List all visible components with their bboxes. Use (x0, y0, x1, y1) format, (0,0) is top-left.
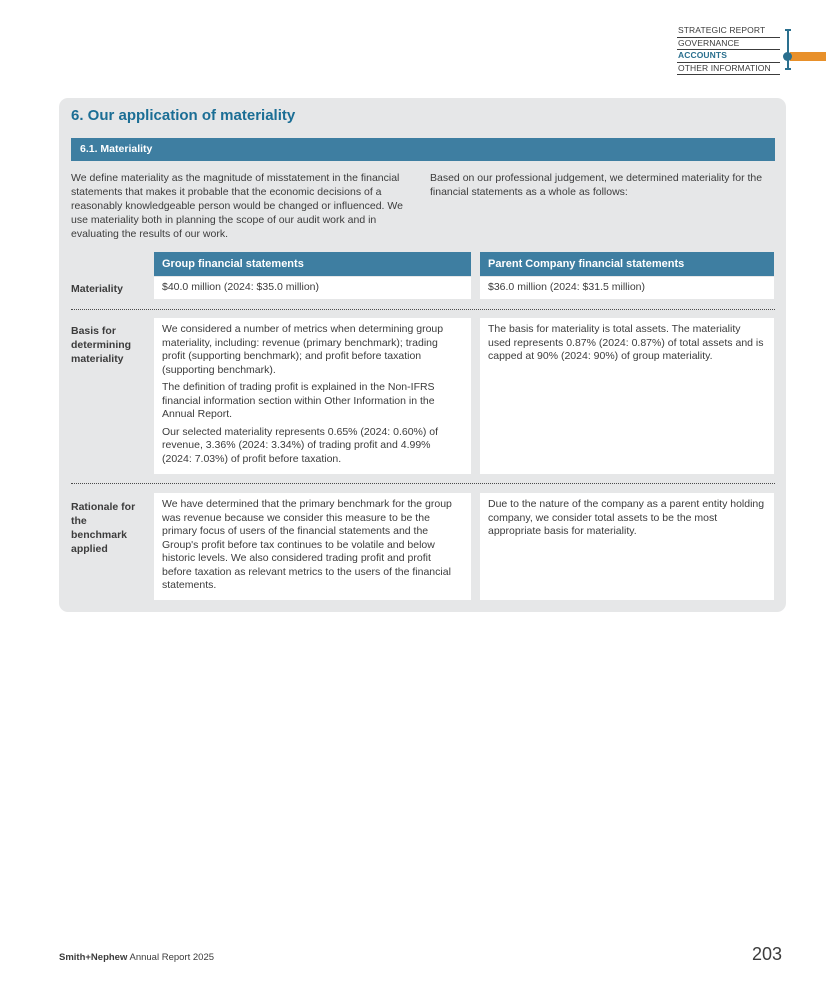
cell-text: The definition of trading profit is explained in the Non-IFRS financial information section within Other Information in the Annual Report. (162, 381, 435, 420)
cell-text: The basis for materiality is total assets. The materiality used represents 0.87% (2024: 0.87%) of total assets and is capped at 90% (2024: 90%) of group materiality. (488, 323, 764, 362)
cell-text: $36.0 million (2024: $31.5 million) (488, 281, 646, 293)
row-label-basis: Basis for determining materiality (71, 325, 132, 365)
cell-text: We have determined that the primary benchmark for the group was revenue because we consider this measure to be the primary focus of users of the financial statements and the Group's profit before tax continues to be volatile and below historic levels. We also considered trading profit and profit before taxation as relevant metrics to the users of the financial statements. (162, 498, 452, 591)
nav-active-dot (783, 52, 792, 61)
intro-definition: We define materiality as the magnitude of misstatement in the financial statements that makes it probable that the economic decisions of a reasonably knowledgeable person would be changed or influenced. We use materiality both in planning the scope of our audit work and in evaluating the results of our work. (71, 172, 403, 240)
page-number: 203 (752, 944, 783, 964)
cell-parent-rationale (480, 493, 774, 600)
nav-indicator-line (787, 29, 789, 70)
section-nav (677, 25, 780, 75)
cell-text: We considered a number of metrics when determining group materiality, including: revenue (primary benchmark); trading profit (supporting benchmark); and profit before taxation (supporting benchmark). (162, 323, 444, 376)
report-name: Annual Report 2025 (129, 952, 215, 963)
intro-judgement: Based on our professional judgement, we determined materiality for the financial statements as a whole as follows: (430, 172, 763, 198)
cell-group-basis (154, 318, 471, 474)
cell-group-rationale (154, 493, 471, 600)
subsection-title: 6.1. Materiality (80, 143, 153, 155)
cell-text: $40.0 million (2024: $35.0 million) (162, 281, 320, 293)
nav-item-accounts[interactable]: ACCOUNTS (677, 50, 780, 63)
cell-text: Our selected materiality represents 0.65% (2024: 0.60%) of revenue, 3.36% (2024: 3.34%) of trading profit and 4.99% (2024: 7.03%) of profit before taxation. (162, 425, 439, 465)
row-label-rationale: Rationale for the benchmark applied (71, 501, 136, 555)
column-header-parent (480, 252, 774, 276)
column-header-parent-label: Parent Company financial statements (488, 258, 685, 270)
nav-tick-bottom (785, 68, 791, 70)
cell-parent-materiality (480, 277, 774, 299)
footer-brand (59, 952, 214, 963)
cell-text: Due to the nature of the company as a parent entity holding company, we consider total assets to be the most appropriate basis for materiality. (488, 498, 765, 537)
row-divider (71, 309, 775, 310)
subsection-bar (71, 138, 775, 161)
row-label-materiality: Materiality (71, 283, 123, 295)
brand-name: Smith+Nephew (59, 952, 128, 963)
column-header-group-label: Group financial statements (162, 258, 304, 270)
nav-tick-top (785, 29, 791, 31)
nav-item-strategic-report[interactable]: STRATEGIC REPORT (677, 25, 780, 38)
nav-item-governance[interactable]: GOVERNANCE (677, 38, 780, 51)
nav-active-tab (790, 52, 826, 61)
nav-item-other-information[interactable]: OTHER INFORMATION (677, 63, 780, 76)
row-divider (71, 483, 775, 484)
section-title: 6. Our application of materiality (71, 107, 296, 124)
cell-parent-basis (480, 318, 774, 474)
cell-group-materiality (154, 277, 471, 299)
column-header-group (154, 252, 471, 276)
